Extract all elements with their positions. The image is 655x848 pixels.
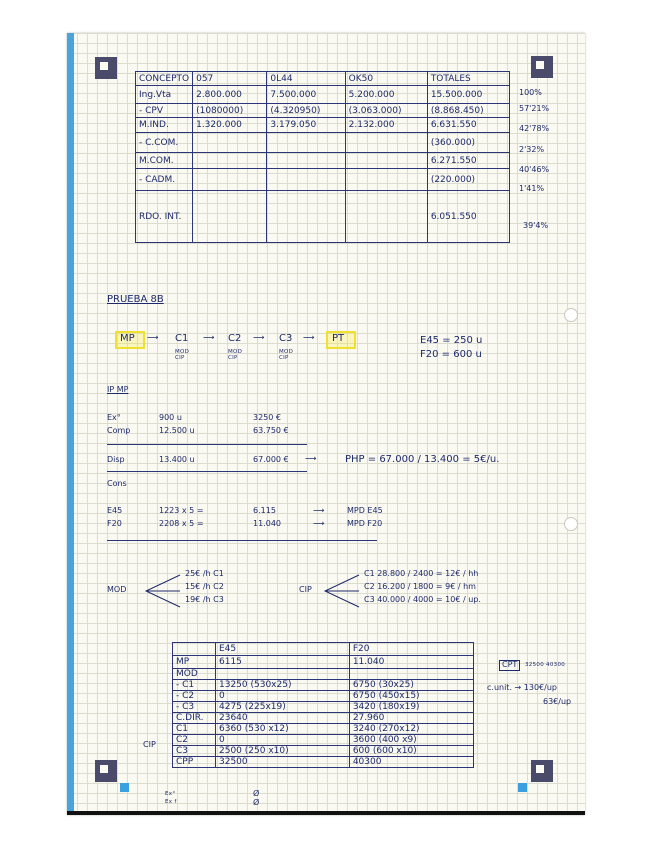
table-cell: MP: [173, 656, 216, 669]
table-cell: - C.COM.: [136, 133, 193, 153]
flow-step: C1: [175, 333, 189, 344]
divider: [107, 471, 307, 472]
table-cell: 6.271.550: [427, 153, 509, 169]
arrow-icon: ⟶: [305, 454, 317, 463]
percent-label: 2'32%: [519, 145, 545, 154]
table-cell: [267, 191, 345, 243]
table-cell: - CPV: [136, 104, 193, 118]
table-cell: M.IND.: [136, 118, 193, 133]
divider: [107, 540, 377, 541]
table-cell: 7.500.000: [267, 86, 345, 104]
corner-marker-icon: [95, 57, 117, 79]
table-cell: [216, 669, 350, 680]
cost-table: [172, 642, 474, 768]
section-title: IP MP: [107, 385, 129, 394]
row-calc: 2208 x 5 =: [159, 519, 204, 528]
brace-icon: [142, 571, 182, 611]
arrow-icon: ⟶: [147, 333, 159, 342]
table-cell: 2.800.000: [193, 86, 267, 104]
output-e45: E45 = 250 u: [420, 335, 483, 346]
percent-label: 1'41%: [519, 184, 545, 193]
row-label: Disp: [107, 455, 125, 464]
flow-step: PT: [332, 333, 345, 344]
section-title: PRUEBA 8B: [107, 294, 164, 305]
flow-sub: MOD CIP: [175, 349, 190, 362]
corner-marker-icon: [531, 760, 553, 782]
percent-label: 100%: [519, 88, 542, 97]
table-cell: 6750 (30x25): [349, 680, 473, 691]
table-cell: [193, 133, 267, 153]
row-value: 3250 €: [253, 413, 281, 422]
flow-step: MP: [120, 333, 135, 344]
percent-label: 57'21%: [519, 104, 550, 113]
table-cell: 6750 (450x15): [349, 691, 473, 702]
table-cell: 15.500.000: [427, 86, 509, 104]
unit-cost: c.unit. → 130€/up: [487, 683, 557, 692]
table-cell: M.COM.: [136, 153, 193, 169]
row-value: 6.115: [253, 506, 276, 515]
table-cell: [267, 169, 345, 191]
row-qty: 13.400 u: [159, 455, 195, 464]
table-cell: 11.040: [349, 656, 473, 669]
flow-sub: MOD CIP: [279, 349, 294, 362]
row-calc: 1223 x 5 =: [159, 506, 204, 515]
output-f20: F20 = 600 u: [420, 349, 482, 360]
table-cell: C2: [173, 735, 216, 746]
mod-rate: 15€ /h C2: [185, 582, 224, 591]
table-cell: 3600 (400 x9): [349, 735, 473, 746]
arrow-icon: ⟶: [313, 506, 325, 515]
row-label: E45: [107, 506, 123, 515]
table-cell: 13250 (530x25): [216, 680, 350, 691]
table-cell: 1.320.000: [193, 118, 267, 133]
table-cell: [193, 169, 267, 191]
table-cell: [345, 169, 427, 191]
table-cell: CPP: [173, 757, 216, 768]
col-header: CONCEPTO: [136, 72, 193, 86]
table-cell: 27.960: [349, 713, 473, 724]
cpt-note: 32500 40300: [525, 662, 566, 668]
row-label: Comp: [107, 426, 131, 435]
table-cell: 23640: [216, 713, 350, 724]
arrow-icon: ⟶: [313, 519, 325, 528]
table-cell: [345, 153, 427, 169]
cip-label: CIP: [299, 585, 312, 594]
table-cell: (3.063.000): [345, 104, 427, 118]
table-cell: - C1: [173, 680, 216, 691]
table-cell: (4.320950): [267, 104, 345, 118]
table-cell: (8.868.450): [427, 104, 509, 118]
row-label: F20: [107, 519, 122, 528]
unit-cost: 63€/up: [543, 697, 572, 706]
page-edge: [67, 33, 74, 815]
row-value: 67.000 €: [253, 455, 289, 464]
table-cell: (220.000): [427, 169, 509, 191]
table-cell: [267, 153, 345, 169]
col-header: E45: [216, 643, 350, 656]
corner-marker-icon: [95, 760, 117, 782]
table-cell: 6115: [216, 656, 350, 669]
income-table: [135, 71, 510, 243]
bottom-label: Ex f: [165, 799, 177, 805]
php-formula: PHP = 67.000 / 13.400 = 5€/u.: [345, 454, 500, 465]
table-cell: 6360 (530 x12): [216, 724, 350, 735]
corner-marker-icon: [531, 56, 553, 78]
flow-sub: MOD CIP: [228, 349, 243, 362]
row-value: 63.750 €: [253, 426, 289, 435]
col-header: [173, 643, 216, 656]
table-cell: 0: [216, 735, 350, 746]
punch-hole-icon: [564, 517, 578, 531]
arrow-icon: ⟶: [203, 333, 215, 342]
table-cell: [193, 153, 267, 169]
table-cell: [349, 669, 473, 680]
bottom-value: Ø: [253, 798, 260, 807]
notebook-page: [67, 33, 585, 815]
page-bottom-line: [67, 811, 585, 815]
arrow-icon: ⟶: [303, 333, 315, 342]
col-header: F20: [349, 643, 473, 656]
table-cell: 3240 (270x12): [349, 724, 473, 735]
percent-label: 42'78%: [519, 124, 550, 133]
table-cell: 40300: [349, 757, 473, 768]
cons-label: Cons: [107, 479, 127, 488]
table-cell: - CADM.: [136, 169, 193, 191]
table-cell: [345, 191, 427, 243]
row-qty: 12.500 u: [159, 426, 195, 435]
table-cell: 600 (600 x10): [349, 746, 473, 757]
table-cell: [345, 133, 427, 153]
table-cell: 32500: [216, 757, 350, 768]
table-cell: C3: [173, 746, 216, 757]
table-cell: 4275 (225x19): [216, 702, 350, 713]
table-cell: 3.179.050: [267, 118, 345, 133]
brace-icon: [321, 571, 361, 611]
mod-rate: 25€ /h C1: [185, 569, 224, 578]
flow-step: C3: [279, 333, 293, 344]
bottom-label: Ex°: [165, 791, 176, 797]
col-header: TOTALES: [427, 72, 509, 86]
cip-rate: C1 28.800 / 2400 = 12€ / hh: [364, 569, 479, 578]
percent-label: 40'46%: [519, 165, 550, 174]
table-cell: (1080000): [193, 104, 267, 118]
table-cell: 6.051.550: [427, 191, 509, 243]
punch-hole-icon: [564, 308, 578, 322]
table-cell: 2.132.000: [345, 118, 427, 133]
table-cell: 3420 (180x19): [349, 702, 473, 713]
table-cell: [267, 133, 345, 153]
table-cell: 5.200.000: [345, 86, 427, 104]
table-cell: RDO. INT.: [136, 191, 193, 243]
mod-label: MOD: [107, 585, 127, 594]
row-target: MPD F20: [347, 519, 383, 528]
cpt-box: CPT: [499, 660, 520, 671]
bottom-value: Ø: [253, 789, 260, 798]
table-cell: 0: [216, 691, 350, 702]
table-cell: MOD: [173, 669, 216, 680]
table-cell: 2500 (250 x10): [216, 746, 350, 757]
table-cell: [193, 191, 267, 243]
col-header: OK50: [345, 72, 427, 86]
table-cell: - C2: [173, 691, 216, 702]
table-cell: (360.000): [427, 133, 509, 153]
flow-step: C2: [228, 333, 242, 344]
arrow-icon: ⟶: [253, 333, 265, 342]
table-cell: C1: [173, 724, 216, 735]
col-header: 057: [193, 72, 267, 86]
table-cell: C.DIR.: [173, 713, 216, 724]
row-label: Ex°: [107, 413, 121, 422]
cip-rate: C3 40.000 / 4000 = 10€ / up.: [364, 595, 481, 604]
cip-rate: C2 16.200 / 1800 = 9€ / hm: [364, 582, 476, 591]
row-value: 11.040: [253, 519, 281, 528]
table-cell: - C3: [173, 702, 216, 713]
percent-label: 39'4%: [523, 221, 549, 230]
cip-side-label: CIP: [143, 740, 156, 749]
row-target: MPD E45: [347, 506, 383, 515]
table-cell: 6.631.550: [427, 118, 509, 133]
blue-square-icon: [518, 783, 527, 792]
mod-rate: 19€ /h C3: [185, 595, 224, 604]
col-header: 0L44: [267, 72, 345, 86]
divider: [107, 444, 307, 445]
blue-square-icon: [120, 783, 129, 792]
row-qty: 900 u: [159, 413, 182, 422]
table-cell: Ing.Vta: [136, 86, 193, 104]
